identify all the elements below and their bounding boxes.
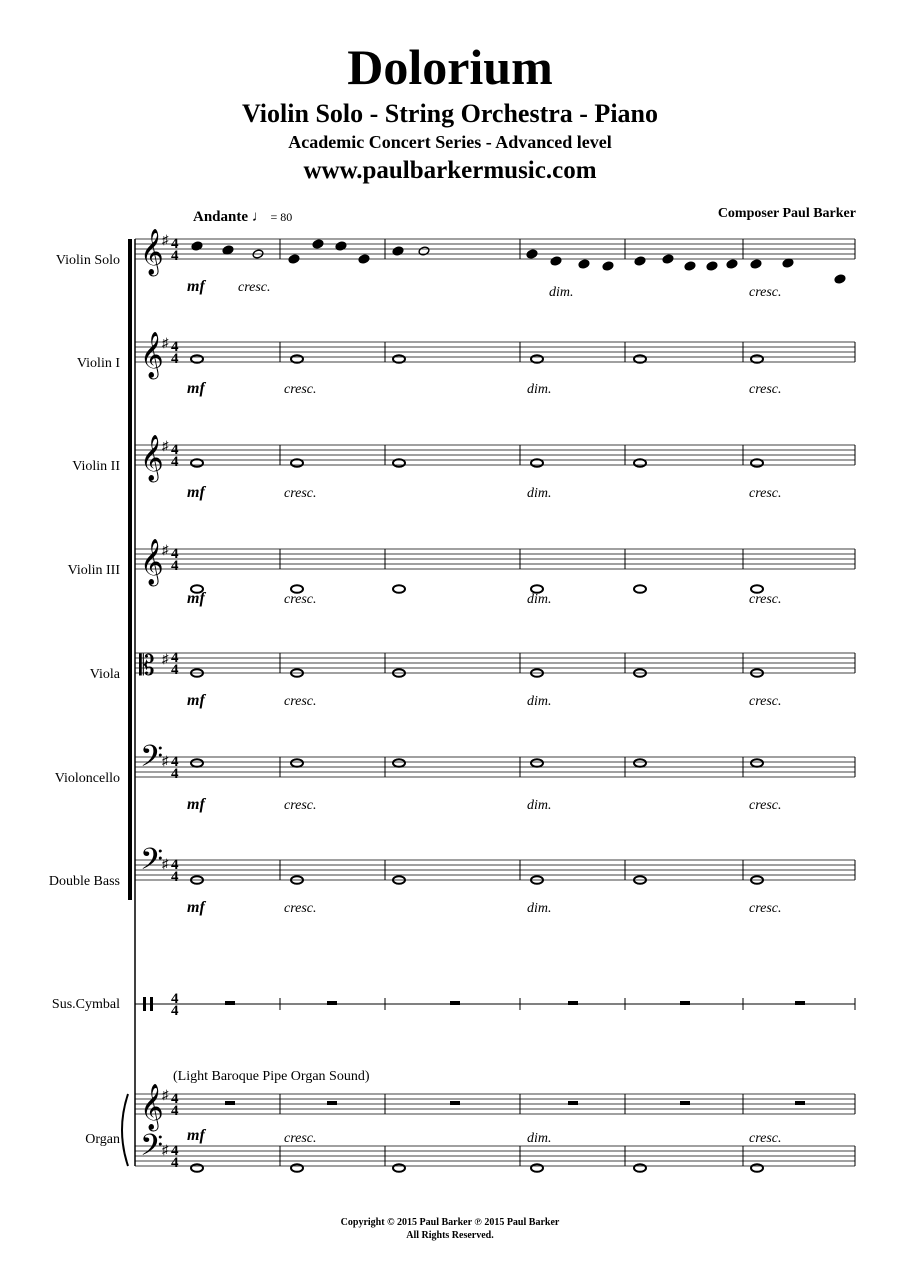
note-head [662,254,674,264]
expression-cresc: cresc. [284,382,317,397]
whole-rest-icon [680,1101,690,1105]
key-signature-sharp-icon: ♯ [162,542,169,557]
note-head [358,254,370,264]
expression-cresc: cresc. [749,1131,782,1146]
score-title: Dolorium [347,39,553,95]
expression-cresc: cresc. [284,592,317,607]
time-signature-bottom: 4 [171,766,179,782]
dynamic-mf: mf [187,796,205,813]
whole-rest-icon [795,1001,805,1005]
tempo-bpm: = 80 [270,210,293,224]
expression-cresc: cresc. [749,798,782,813]
whole-rest-icon [225,1101,235,1105]
instrument-name-violin-1: Violin I [76,356,120,371]
time-signature-top: 4 [171,1091,179,1107]
note-head [834,274,846,284]
dynamic-mf: mf [187,590,205,607]
key-signature-sharp-icon: ♯ [162,335,169,350]
instrument-name-sus-cymbal: Sus.Cymbal [51,997,120,1012]
score-subtitle: Violin Solo - String Orchestra - Piano [242,99,658,128]
whole-rest-icon [450,1101,460,1105]
whole-rest-icon [327,1101,337,1105]
series-line: Academic Concert Series - Advanced level [288,132,612,152]
note-head [550,256,562,266]
treble-clef-icon: 𝄞 [140,435,164,481]
whole-note [751,759,763,767]
expression-cresc: cresc. [284,1131,317,1146]
time-signature-top: 4 [171,1143,179,1159]
whole-note [291,759,303,767]
note-head [750,259,762,269]
whole-rest-icon [795,1101,805,1105]
treble-clef-icon: 𝄞 [140,332,164,378]
instrument-name-double-bass: Double Bass [48,874,120,889]
note-head [288,254,300,264]
whole-rest-icon [568,1101,578,1105]
alto-clef-icon: 𝄡 [139,649,155,682]
expression-dim: dim. [527,694,552,709]
expression-cresc: cresc. [238,280,271,295]
dynamic-mf: mf [187,692,205,709]
time-signature-bottom: 4 [171,351,179,367]
whole-rest-icon [680,1001,690,1005]
key-signature-sharp-icon: ♯ [162,232,169,247]
whole-note [191,759,203,767]
time-signature-bottom: 4 [171,454,179,470]
expression-cresc: cresc. [749,694,782,709]
whole-note [634,585,646,593]
key-signature-sharp-icon: ♯ [162,651,169,666]
note-head [578,259,590,269]
note-head [782,258,794,268]
note-head [418,246,430,256]
whole-rest-icon [327,1001,337,1005]
time-signature-bottom: 4 [171,869,179,885]
note-head [222,245,234,255]
whole-note [191,1164,203,1172]
time-signature-top: 4 [171,857,179,873]
time-signature-bottom: 4 [171,662,179,678]
time-signature-bottom: 4 [171,1003,179,1019]
note-head [726,259,738,269]
organ-registration-note: (Light Baroque Pipe Organ Sound) [173,1069,370,1084]
percussion-clef-icon [143,997,146,1011]
expression-cresc: cresc. [749,592,782,607]
whole-note [531,1164,543,1172]
expression-dim: dim. [549,285,574,300]
time-signature-top: 4 [171,754,179,770]
key-signature-sharp-icon: ♯ [162,438,169,453]
tempo-label: Andante [193,209,249,225]
instrument-name-viola: Viola [89,667,120,682]
whole-note [393,759,405,767]
note-head [335,241,347,251]
website-link[interactable]: www.paulbarkermusic.com [303,157,597,184]
whole-rest-icon [450,1001,460,1005]
whole-note [531,759,543,767]
composer-credit: Composer Paul Barker [717,206,856,221]
expression-cresc: cresc. [284,901,317,916]
note-head [602,261,614,271]
whole-note [751,1164,763,1172]
treble-clef-icon: 𝄞 [140,229,164,275]
time-signature-bottom: 4 [171,248,179,264]
key-signature-sharp-icon: ♯ [162,1087,169,1102]
expression-cresc: cresc. [749,285,782,300]
instrument-name-violin-3: Violin III [67,563,120,578]
expression-dim: dim. [527,798,552,813]
note-head [392,246,404,256]
whole-rest-icon [225,1001,235,1005]
treble-clef-icon: 𝄞 [140,1084,164,1130]
rights-line: All Rights Reserved. [406,1230,494,1241]
expression-cresc: cresc. [284,798,317,813]
time-signature-bottom: 4 [171,558,179,574]
whole-note [393,585,405,593]
note-head [191,241,203,251]
note-head [312,239,324,249]
note-head [684,261,696,271]
expression-dim: dim. [527,486,552,501]
time-signature-top: 4 [171,442,179,458]
bass-clef-icon: 𝄢 [140,740,164,781]
expression-cresc: cresc. [284,486,317,501]
time-signature-top: 4 [171,236,179,252]
key-signature-sharp-icon: ♯ [162,753,169,768]
instrument-name-violin-solo: Violin Solo [55,253,120,268]
key-signature-sharp-icon: ♯ [162,1142,169,1157]
whole-note [393,1164,405,1172]
instrument-name-violoncello: Violoncello [54,771,120,786]
percussion-clef-icon [150,997,153,1011]
organ-brace [122,1094,128,1166]
dynamic-mf: mf [187,1127,205,1144]
expression-dim: dim. [527,382,552,397]
string-bracket [128,239,132,900]
note-head [706,261,718,271]
expression-dim: dim. [527,1131,552,1146]
expression-cresc: cresc. [284,694,317,709]
expression-dim: dim. [527,901,552,916]
copyright-line: Copyright © 2015 Paul Barker ℗ 2015 Paul Barker [340,1217,560,1228]
treble-clef-icon: 𝄞 [140,539,164,585]
dynamic-mf: mf [187,899,205,916]
bass-clef-icon: 𝄢 [140,843,164,884]
note-head [634,256,646,266]
quarter-note-icon: ♩ [251,209,267,225]
time-signature-top: 4 [171,991,179,1007]
note-head [526,249,538,259]
whole-note [634,1164,646,1172]
key-signature-sharp-icon: ♯ [162,856,169,871]
bass-clef-icon: 𝄢 [140,1129,164,1170]
expression-dim: dim. [527,592,552,607]
expression-cresc: cresc. [749,382,782,397]
dynamic-mf: mf [187,380,205,397]
instrument-name-violin-2: Violin II [72,459,120,474]
time-signature-bottom: 4 [171,1103,179,1119]
expression-cresc: cresc. [749,486,782,501]
whole-note [634,759,646,767]
whole-note [291,1164,303,1172]
dynamic-mf: mf [187,278,205,295]
time-signature-top: 4 [171,339,179,355]
whole-rest-icon [568,1001,578,1005]
dynamic-mf: mf [187,484,205,501]
expression-cresc: cresc. [749,901,782,916]
time-signature-top: 4 [171,650,179,666]
time-signature-top: 4 [171,546,179,562]
instrument-name-organ: Organ [85,1132,120,1147]
time-signature-bottom: 4 [171,1155,179,1171]
